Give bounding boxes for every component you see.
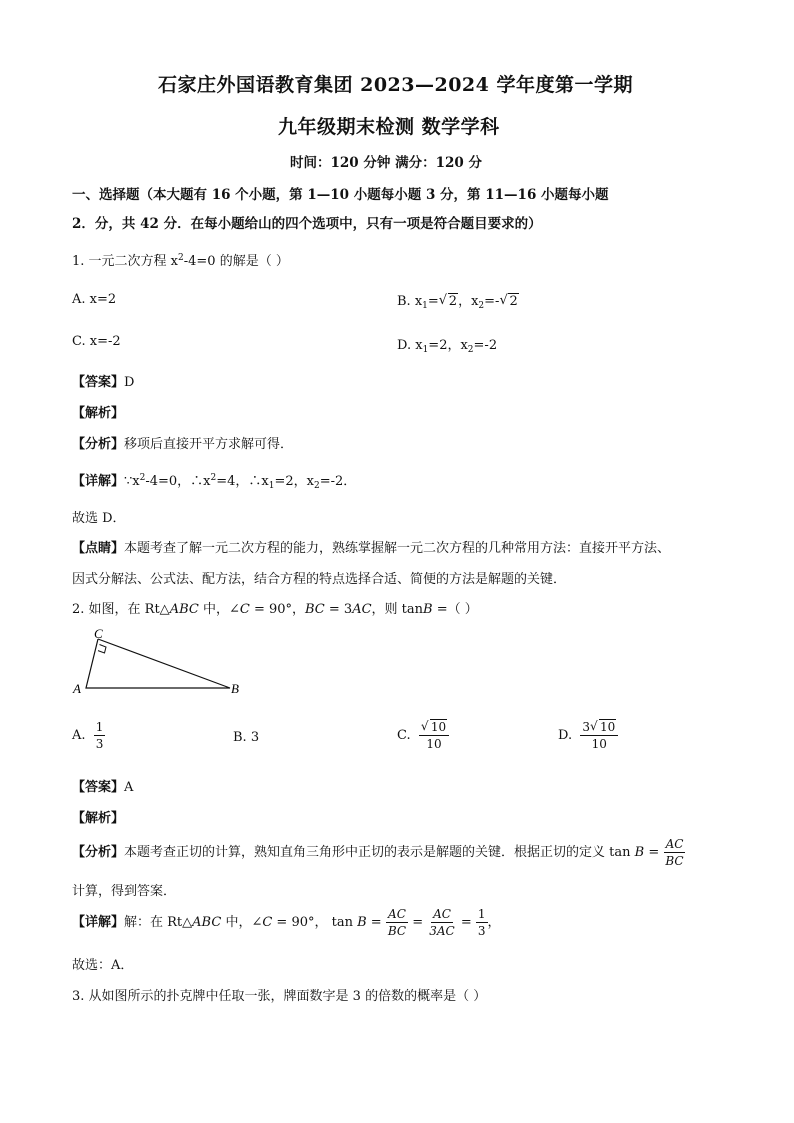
q1-jiexi: 【解析】 [72, 406, 125, 421]
q1-optb-eq: = [427, 294, 439, 309]
xj-sup1: 2 [139, 473, 146, 483]
vertex-label-b: B [231, 681, 239, 696]
q1-option-c: C. x=-2 [72, 334, 121, 349]
xj2-eq3: = [456, 915, 476, 930]
q2-optd-label: D. [558, 728, 573, 743]
fenxi-text: 移项后直接开平方求解可得． [124, 437, 294, 452]
xj-text-c: =4，∴x [216, 474, 269, 489]
q1-optd-sub2: 2 [467, 345, 474, 355]
fenxi-eq: = [644, 845, 664, 860]
xj2-eq2: = [408, 915, 428, 930]
q1-optb-text: B. x [397, 294, 423, 309]
q2-option-b: B. 3 [233, 730, 260, 745]
q1-optb-sqrt: √ 2 [439, 294, 458, 309]
question-1-stem [72, 250, 289, 269]
q1-answer [72, 371, 134, 390]
xj2-eq1: = [366, 915, 386, 930]
q2-option-a [72, 719, 105, 752]
q1-dianjing-line-1 [72, 537, 670, 556]
xiangjie-tag: 【详解】 [72, 915, 125, 930]
xj-text-d: =2，x [274, 474, 314, 489]
triangle-sides [86, 639, 230, 688]
q2-fenxi [72, 836, 686, 869]
xj-text-b: -4=0，∴x [145, 474, 211, 489]
xj-text-a: ∵x [124, 474, 140, 489]
q2-stem-bc: BC [305, 602, 325, 617]
q1-stem-text-2: -4=0 的解是（ ） [183, 254, 289, 269]
fenxi-tag: 【分析】 [72, 845, 125, 860]
xj-text-e: =-2． [319, 474, 357, 489]
q2-stem-bb: B [423, 602, 433, 617]
answer-tag: 【答案】 [72, 780, 125, 795]
answer-value: D [124, 375, 135, 390]
q1-stem-sup: 2 [178, 253, 184, 263]
answer-tag: 【答案】 [72, 375, 125, 390]
answer-value: A [124, 780, 134, 795]
xiangjie-tag: 【详解】 [72, 474, 125, 489]
xj2-frac2: $\frac{AC}{3AC}$ [429, 907, 455, 938]
q2-stem-c: C [239, 602, 250, 617]
q1-option-a: A. x=2 [72, 292, 117, 307]
q2-opta-frac: $\frac{1}{3}$ [95, 720, 104, 751]
xj2-d: = 90°， tan [272, 915, 358, 930]
vertex-label-c: C [94, 626, 103, 641]
section-heading-line-2: 2．分，共 42 分．在每小题给山的四个选项中，只有一项是符合题目要求的） [72, 216, 542, 232]
xj-sub1: 1 [268, 481, 275, 491]
xj-sub2: 2 [314, 481, 320, 491]
question-2-stem [72, 598, 478, 617]
right-angle-mark [98, 645, 106, 654]
q2-guxuan: 故选：A． [72, 958, 134, 973]
title-line-1: 石家庄外国语教育集团 2023—2024 学年度第一学期 [158, 74, 633, 96]
q2-option-c [397, 719, 449, 752]
section-heading-line-1: 一、选择题（本大题有 16 个小题，第 1—10 小题每小题 3 分，第 11—16 小题每小题 [72, 187, 609, 203]
q1-optd-sub1: 1 [422, 345, 429, 355]
q2-stem-d: = 90°， [249, 602, 306, 617]
question-3-stem: 3. 从如图所示的扑克牌中任取一张，牌面数字是 3 的倍数的概率是（ ） [72, 989, 487, 1004]
q1-optb-eq2: =- [484, 294, 500, 309]
q1-optd-text: D. x [397, 338, 423, 353]
q1-fenxi [72, 433, 293, 452]
q2-stem-b: 中，∠ [198, 602, 240, 617]
fenxi-tag: 【分析】 [72, 437, 125, 452]
xj2-frac3: $\frac{1}{3}$ [477, 907, 486, 938]
triangle-figure [70, 626, 260, 702]
dianjing-tag: 【点睛】 [72, 541, 125, 556]
q2-stem-g: =（ ） [432, 602, 478, 617]
q2-answer [72, 776, 133, 795]
q1-optd-text-2: =2，x [428, 338, 468, 353]
q2-fenxi-line-2: 计算，得到答案． [72, 884, 177, 899]
q2-opta-label: A. [72, 728, 86, 743]
q2-optd-frac: $\frac{3√ 10}{10}$ [580, 719, 618, 752]
q2-option-d [558, 719, 618, 752]
q2-jiexi: 【解析】 [72, 811, 125, 826]
q2-stem-a: 2. 如图，在 Rt△ [72, 602, 170, 617]
time-info: 时间：120 分钟 满分：120 分 [290, 155, 482, 171]
fenxi-frac: $\frac{AC}{BC}$ [665, 837, 684, 868]
q2-stem-f: ，则 tan [371, 602, 424, 617]
q1-xiangjie [72, 470, 356, 491]
q1-optb-sub2: 2 [478, 301, 485, 311]
fenxi-b: B [634, 845, 645, 860]
q2-xiangjie [72, 906, 501, 939]
q1-dianjing-line-2: 因式分解法、公式法、配方法，结合方程的特点选择合适、简便的方法是解题的关键． [72, 572, 567, 587]
xj2-c: C [262, 915, 273, 930]
xj2-a: 解：在 Rt△ [124, 915, 193, 930]
xj-sup2: 2 [210, 473, 217, 483]
fenxi-text: 本题考查正切的计算，熟知直角三角形中正切的表示是解题的关键．根据正切的定义 tan [124, 845, 635, 860]
vertex-label-a: A [73, 681, 81, 696]
xj2-end: ， [487, 915, 501, 930]
dianjing-text-1: 本题考查了解一元二次方程的能力，熟练掌握解一元二次方程的几种常用方法：直接开平方法、 [124, 541, 671, 556]
xj2-b: 中，∠ [221, 915, 263, 930]
xj2-abc: ABC [192, 915, 222, 930]
q1-option-b [397, 290, 519, 311]
xj2-frac1: $\frac{AC}{BC}$ [387, 907, 407, 938]
q2-stem-abc: ABC [169, 602, 199, 617]
q1-optb-text-2: ，x [458, 294, 479, 309]
q2-optc-frac: √ $\frac{10}{10}$ [419, 719, 449, 752]
q1-optd-text-3: =-2 [473, 338, 498, 353]
q2-stem-ac: AC [352, 602, 372, 617]
q1-optb-sub1: 1 [422, 301, 428, 311]
q2-optc-label: C. [397, 728, 411, 743]
xj2-bb: B [357, 915, 367, 930]
title-line-2: 九年级期末检测 数学学科 [278, 116, 500, 138]
q1-optb-sqrt2: √ 2 [499, 294, 518, 309]
q1-guxuan: 故选 D． [72, 511, 126, 526]
q2-stem-e: = 3 [324, 602, 353, 617]
q1-stem-text: 1. 一元二次方程 x [72, 254, 178, 269]
q1-option-d [397, 334, 497, 355]
